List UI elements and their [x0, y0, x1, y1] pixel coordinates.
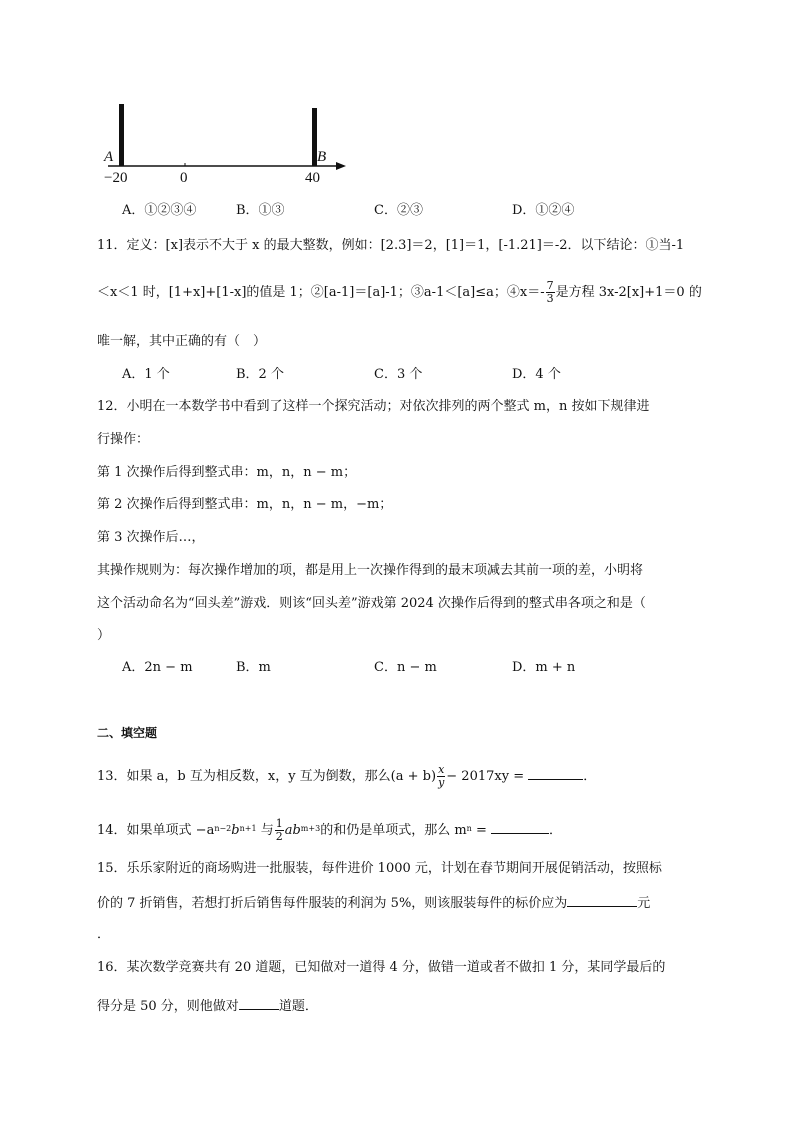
question-14: [97, 818, 562, 843]
q11-line-2: [97, 280, 702, 305]
q15-line-3: ．: [97, 927, 111, 942]
q13-fraction: [437, 764, 445, 789]
number-line-svg: [100, 96, 360, 196]
q13-text-start: 13．如果 a，b 互为相反数，x，y 互为倒数，那么(a + b): [97, 769, 437, 784]
q15-line-1: 15．乐乐家附近的商场购进一批服装，每件进价 1000 元，计划在春节期间开展促销活动，按照标: [97, 861, 662, 876]
q13-text-end: − 2017xy =: [446, 769, 525, 784]
q14-exponent-3: m+3: [300, 824, 321, 833]
q11-fraction-num: 7: [546, 279, 554, 292]
q11-option-b[interactable]: B．2 个: [236, 367, 284, 382]
tick-label-minus20: −20: [104, 170, 128, 186]
q15-line-2: [97, 894, 650, 912]
q14-answer-blank[interactable]: [491, 821, 549, 834]
q14-exponent-4: n: [466, 824, 472, 833]
q14-fraction-num: 1: [275, 817, 283, 830]
q10-option-d[interactable]: D．①②④: [512, 203, 575, 218]
q12-line-2: 行操作：: [97, 432, 150, 447]
label-a: A: [104, 149, 114, 165]
q15-answer-blank[interactable]: [567, 894, 637, 907]
q12-line-6: 其操作规则为：每次操作增加的项，都是用上一次操作得到的最末项减去其前一项的差，小明将: [97, 563, 644, 578]
q15-line-2-text: 价的 7 折销售，若想打折后销售每件服装的利润为 5%，则该服装每件的标价应为: [97, 896, 568, 911]
pole-a: [119, 104, 124, 166]
q12-option-b[interactable]: B．m: [236, 660, 271, 675]
tick-label-40: 40: [305, 170, 320, 186]
q13-tail: ．: [583, 769, 597, 784]
q11-fraction-den: 3: [546, 292, 554, 305]
section-heading-fill-in: 二、填空题: [97, 726, 158, 740]
q14-text-start: 14．如果单项式 −a: [97, 823, 215, 838]
q14-equals: =: [475, 823, 487, 838]
q14-exponent-1: n−2: [214, 824, 232, 833]
q15-unit: 元: [637, 896, 651, 911]
q10-option-b[interactable]: B．①③: [236, 203, 285, 218]
q16-line-2-start: 得分是 50 分，则他做对: [97, 999, 239, 1014]
q12-line-4: 第 2 次操作后得到整式串：m，n，n − m，−m；: [97, 497, 393, 512]
q13-answer-blank[interactable]: [528, 767, 583, 780]
q12-line-5: 第 3 次操作后…，: [97, 530, 205, 545]
axis-arrow-icon: [336, 162, 346, 170]
q12-line-7: 这个活动命名为“回头差”游戏．则该“回头差”游戏第 2024 次操作后得到的整式串各项之和是（: [97, 596, 646, 611]
q11-line-2-end: 是方程 3x-2[x]+1＝0 的: [555, 285, 702, 300]
q12-line-8: ）: [97, 628, 111, 643]
q16-answer-blank[interactable]: [239, 997, 279, 1010]
q14-and: 与: [260, 823, 274, 838]
q12-line-3: 第 1 次操作后得到整式串：m，n，n − m；: [97, 465, 357, 480]
q11-option-d[interactable]: D．4 个: [512, 367, 561, 382]
q16-line-2-end: 道题．: [278, 999, 318, 1014]
q14-fraction-den: 2: [275, 830, 283, 843]
q14-exponent-2: n+1: [239, 824, 257, 833]
q14-base-ab: ab: [284, 823, 301, 838]
q13-fraction-den: y: [438, 776, 445, 789]
q11-fraction: [546, 280, 555, 305]
q16-line-1: 16．某次数学竞赛共有 20 道题，已知做对一道得 4 分，做错一道或者不做扣 1 分，某同学最后的: [97, 960, 666, 975]
q11-line-1: 11．定义：[x]表示不大于 x 的最大整数，例如：[2.3]＝2，[1]＝1，[-1.21]＝-2．以下结论：①当-1: [97, 238, 685, 253]
q14-base-b: b: [231, 823, 240, 838]
q11-line-3: 唯一解，其中正确的有（ ）: [97, 334, 267, 349]
q14-text-mid: 的和仍是单项式，那么 m: [320, 823, 467, 838]
tick-label-zero: 0: [180, 170, 188, 186]
q10-option-c[interactable]: C．②③: [374, 203, 423, 218]
q12-line-1: 12．小明在一本数学书中看到了这样一个探究活动；对依次排列的两个整式 m，n 按如下规律进: [97, 399, 650, 414]
q10-option-a[interactable]: A．①②③④: [122, 203, 197, 218]
q11-option-c[interactable]: C．3 个: [374, 367, 423, 382]
q13-fraction-num: x: [438, 763, 445, 776]
q11-line-2-start: ＜x＜1 时，[1+x]+[1-x]的值是 1；②[a-1]＝[a]-1；③a-1＜[a]≤a；④x＝-: [97, 285, 545, 300]
q14-tail: ．: [549, 823, 563, 838]
q16-line-2: [97, 997, 318, 1015]
question-13: [97, 764, 596, 789]
q14-fraction: [275, 818, 284, 843]
q11-option-a[interactable]: A．1 个: [122, 367, 170, 382]
label-b: B: [317, 149, 327, 165]
q12-option-c[interactable]: C．n − m: [374, 660, 437, 675]
q12-option-a[interactable]: A．2n − m: [122, 660, 193, 675]
q12-option-d[interactable]: D．m + n: [512, 660, 576, 675]
